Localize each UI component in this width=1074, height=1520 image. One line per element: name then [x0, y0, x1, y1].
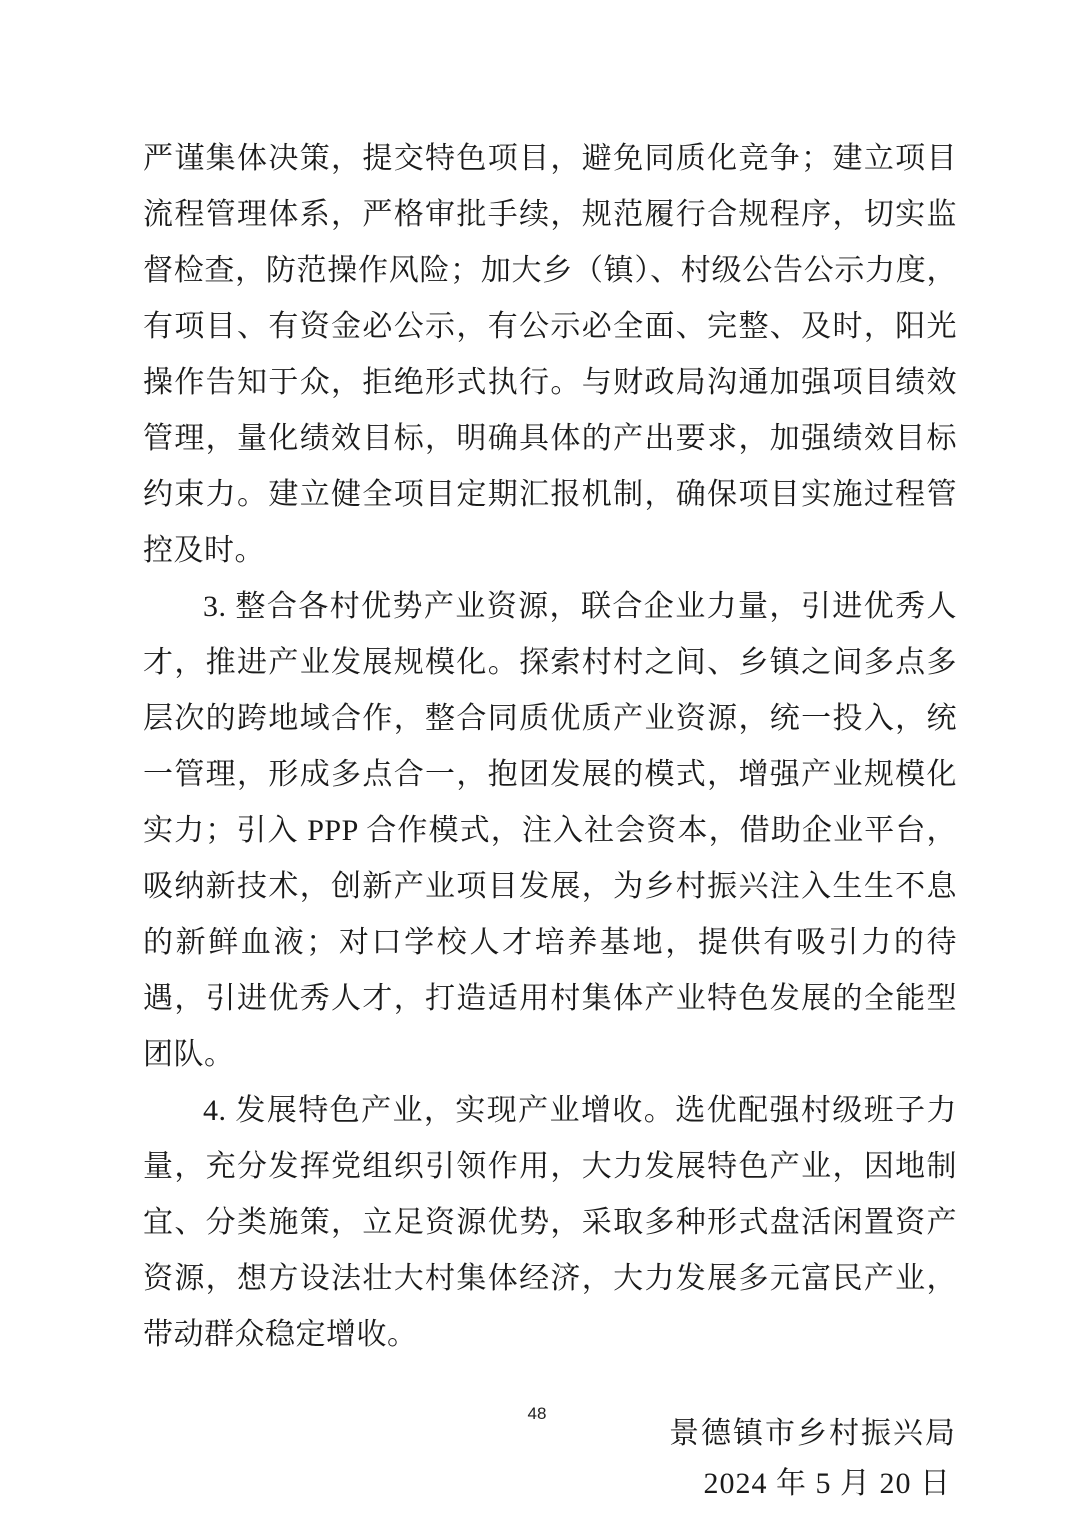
signature-date: 2024 年 5 月 20 日	[703, 1467, 951, 1500]
body-paragraph: 严谨集体决策，提交特色项目，避免同质化竞争；建立项目流程管理体系，严格审批手续，规范履行合规程序，切实监督检查，防范操作风险；加大乡（镇）、村级公告公示力度，有项目、有资金必公示，有公示必全面、完整、及时，阳光操作告知于众，拒绝形式执行。与财政局沟通加强项目绩效管理，量化绩效目标，明确具体的产出要求，加强绩效目标约束力。建立健全项目定期汇报机制，确保项目实施过程管控及时。	[143, 142, 957, 567]
page-number: 48	[527, 1404, 547, 1423]
signature-organization: 景德镇市乡村振兴局	[669, 1417, 957, 1450]
body-paragraph: 3. 整合各村优势产业资源，联合企业力量，引进优秀人才，推进产业发展规模化。探索村村之间、乡镇之间多点多层次的跨地域合作，整合同质优质产业资源，统一投入，统一管理，形成多点合一，抱团发展的模式，增强产业规模化实力；引入 PPP 合作模式，注入社会资本，借助企业平台，吸纳新技术，创新产业项目发展，为乡村振兴注入生生不息的新鲜血液；对口学校人才培养基地，提供有吸引力的待遇，引进优秀人才，打造适用村集体产业特色发展的全能型团队。	[143, 590, 957, 1071]
body-paragraph: 4. 发展特色产业，实现产业增收。选优配强村级班子力量，充分发挥党组织引领作用，大力发展特色产业，因地制宜、分类施策，立足资源优势，采取多种形式盘活闲置资产资源，想方设法壮大村集体经济，大力发展多元富民产业，带动群众稳定增收。	[143, 1094, 957, 1351]
document-body	[143, 131, 957, 1509]
signature-block	[143, 1409, 957, 1509]
